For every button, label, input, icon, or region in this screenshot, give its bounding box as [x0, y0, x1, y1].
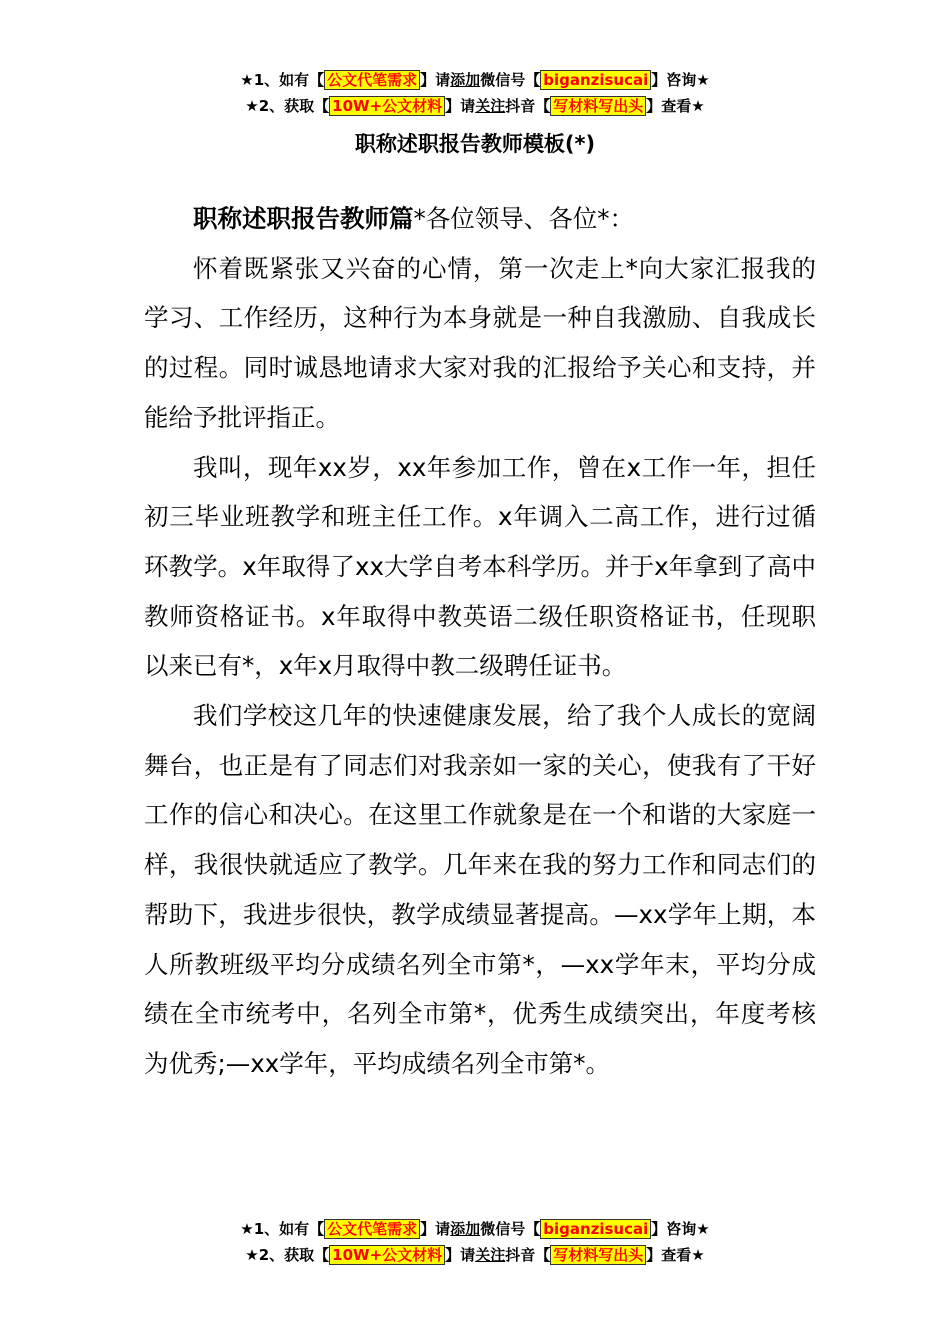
- section-heading: 职称述职报告教师篇: [193, 204, 414, 233]
- banner-line-1: ★1、如有【 公文代笔需求 】请添加微信号【 biganzisucai 】咨询★: [240, 1220, 710, 1238]
- header-banner: [0, 67, 950, 119]
- star-icon: ★: [240, 1220, 254, 1238]
- banner-line-1: ★1、如有【 公文代笔需求 】请添加微信号【 biganzisucai 】咨询★: [240, 71, 710, 89]
- banner-line-2: ★2、获取【 10W+公文材料 】请关注抖音【 写材料写出头 】查看★: [245, 1246, 705, 1264]
- highlight-wechat-id: biganzisucai: [540, 1219, 651, 1239]
- body-paragraph: 我们学校这几年的快速健康发展，给了我个人成长的宽阔舞台，也正是有了同志们对我亲如一家的关心，使我有了干好工作的信心和决心。在这里工作就象是在一个和谐的大家庭一样，我很快就适应了教学。几年来在我的努力工作和同志们的帮助下，我进步很快，教学成绩显著提高。—xx学年上期，本人所教班级平均分成绩名列全市第*，—xx学年末，平均分成绩在全市统考中，名列全市第*，优秀生成绩突出，年度考核为优秀;—xx学年，平均成绩名列全市第*。: [144, 701, 816, 1078]
- star-icon: ★: [696, 1220, 710, 1238]
- star-icon: ★: [691, 97, 705, 115]
- highlight-wechat-id: biganzisucai: [540, 70, 651, 90]
- body-paragraph: 怀着既紧张又兴奋的心情，第一次走上*向大家汇报我的学习、工作经历，这种行为本身就是一种自我激励、自我成长的过程。同时诚恳地请求大家对我的汇报给予关心和支持，并能给予批评指正。: [144, 253, 816, 432]
- star-icon: ★: [245, 1246, 259, 1264]
- highlight-douyin-account: 写材料写出头: [550, 96, 646, 116]
- star-icon: ★: [245, 97, 259, 115]
- banner-line-2: ★2、获取【 10W+公文材料 】请关注抖音【 写材料写出头 】查看★: [245, 97, 705, 115]
- body-paragraph: 我叫，现年xx岁，xx年参加工作，曾在x工作一年，担任初三毕业班教学和班主任工作。x年调入二高工作，进行过循环教学。x年取得了xx大学自考本科学历。并于x年拿到了高中教师资格证书。x年取得中教英语二级任职资格证书，任现职以来已有*，x年x月取得中教二级聘任证书。: [144, 452, 816, 681]
- document-body: [144, 194, 816, 1089]
- highlight-service: 公文代笔需求: [324, 70, 420, 90]
- document-title: 职称述职报告教师模板(*): [354, 132, 596, 156]
- star-icon: ★: [691, 1246, 705, 1264]
- footer-banner: [0, 1216, 950, 1268]
- salutation-paragraph: 职称述职报告教师篇*各位领导、各位*：: [193, 204, 634, 233]
- highlight-douyin-account: 写材料写出头: [550, 1245, 646, 1265]
- star-icon: ★: [696, 71, 710, 89]
- highlight-service: 公文代笔需求: [324, 1219, 420, 1239]
- highlight-materials: 10W+公文材料: [329, 1245, 445, 1265]
- star-icon: ★: [240, 71, 254, 89]
- highlight-materials: 10W+公文材料: [329, 96, 445, 116]
